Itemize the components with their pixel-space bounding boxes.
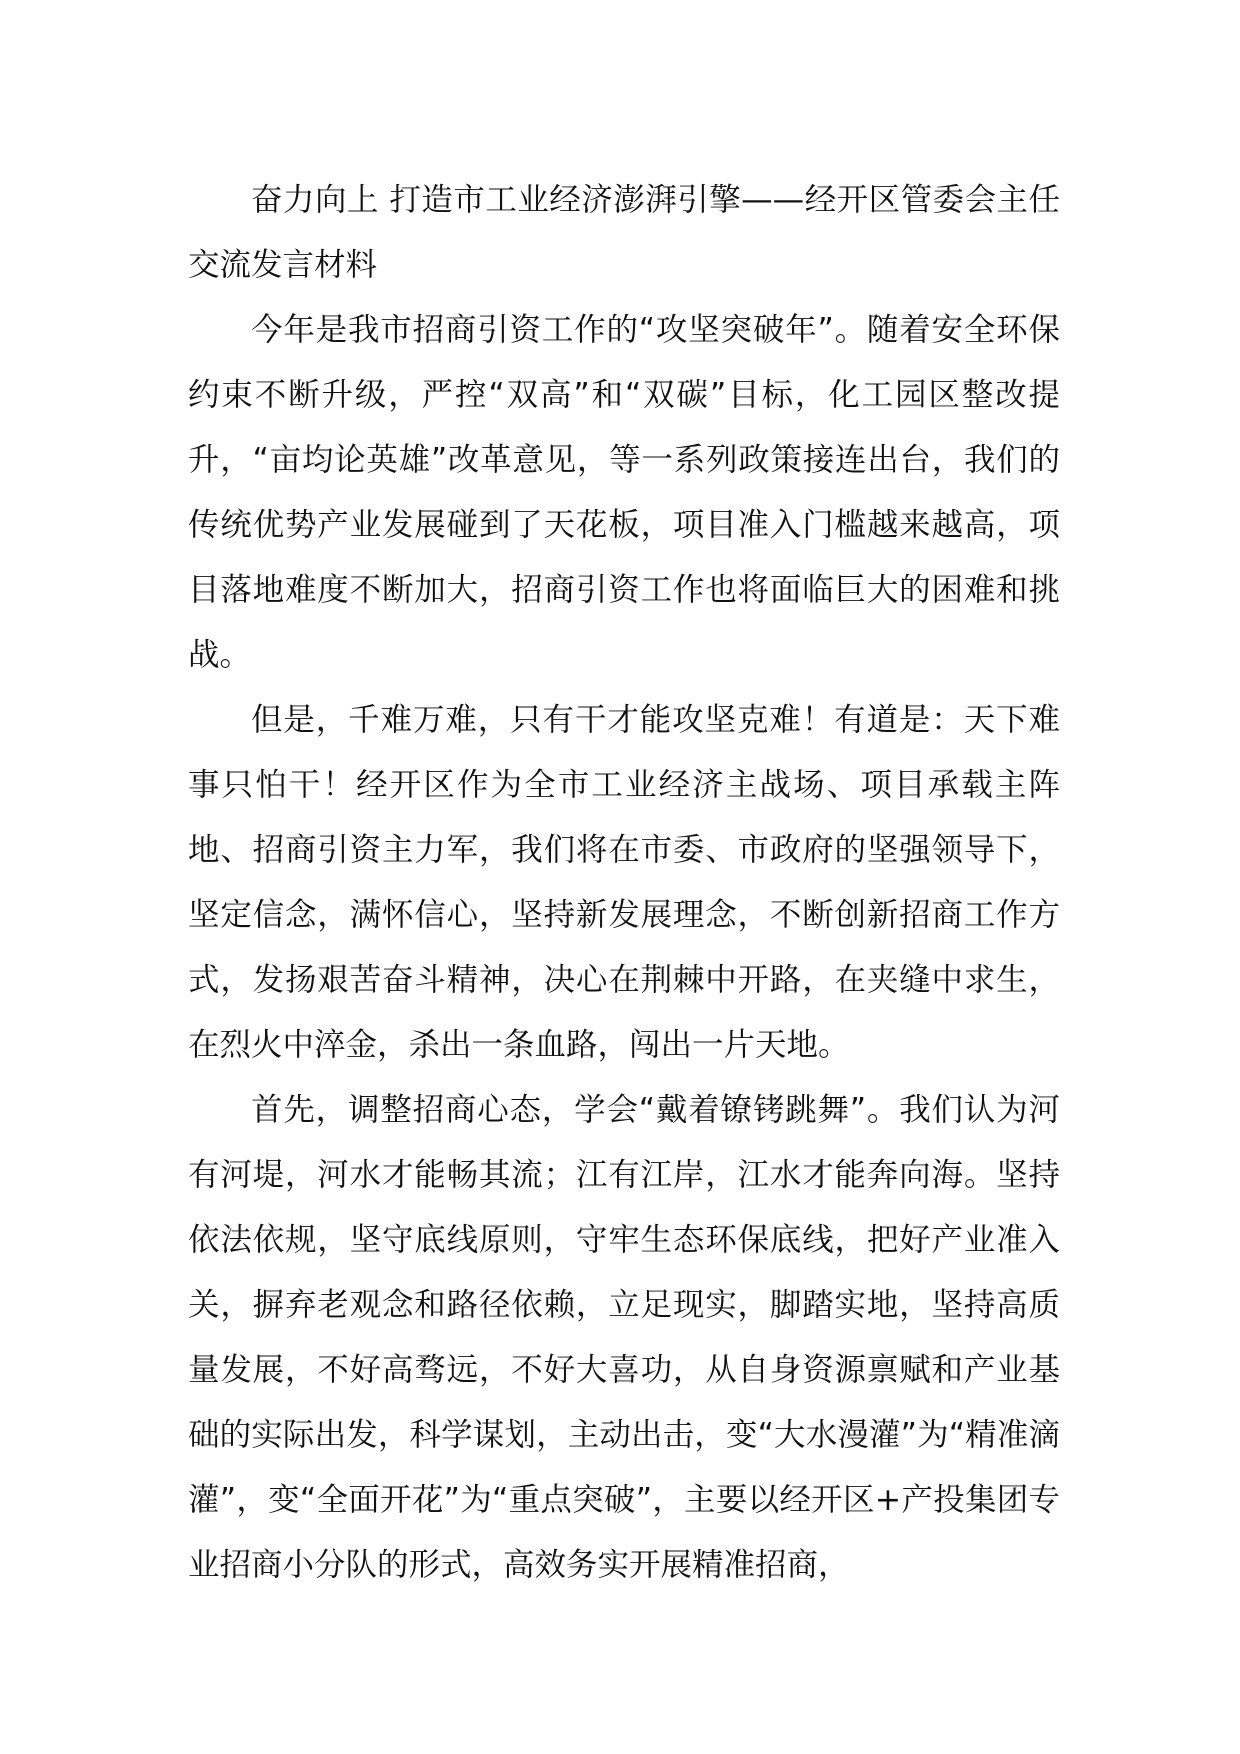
document-body bbox=[188, 168, 1060, 1598]
document-title: 奋力向上 打造市工业经济澎湃引擎——经开区管委会主任交流发言材料 bbox=[188, 182, 1060, 283]
paragraph-resolve: 但是，千难万难，只有干才能攻坚克难！有道是：天下难事只怕干！经开区作为全市工业经济主战场、项目承载主阵地、招商引资主力军，我们将在市委、市政府的坚强领导下，坚定信念，满怀信心，坚持新发展理念，不断创新招商工作方式，发扬艰苦奋斗精神，决心在荆棘中开路，在夹缝中求生，在烈火中淬金，杀出一条血路，闯出一片天地。 bbox=[188, 702, 1060, 1063]
paragraph-mindset: 首先，调整招商心态，学会“戴着镣铐跳舞”。我们认为河有河堤，河水才能畅其流；江有江岸，江水才能奔向海。坚持依法依规，坚守底线原则，守牢生态环保底线，把好产业准入关，摒弃老观念和路径依赖，立足现实，脚踏实地，坚持高质量发展，不好高骛远，不好大喜功，从自身资源禀赋和产业基础的实际出发，科学谋划，主动出击，变“大水漫灌”为“精准滴灌”，变“全面开花”为“重点突破”，主要以经开区+产投集团专业招商小分队的形式，高效务实开展精准招商， bbox=[188, 1092, 1060, 1583]
paragraph-intro: 今年是我市招商引资工作的“攻坚突破年”。随着安全环保约束不断升级，严控“双高”和“双碳”目标，化工园区整改提升，“亩均论英雄”改革意见，等一系列政策接连出台，我们的传统优势产业发展碰到了天花板，项目准入门槛越来越高，项目落地难度不断加大，招商引资工作也将面临巨大的困难和挑战。 bbox=[188, 312, 1060, 673]
